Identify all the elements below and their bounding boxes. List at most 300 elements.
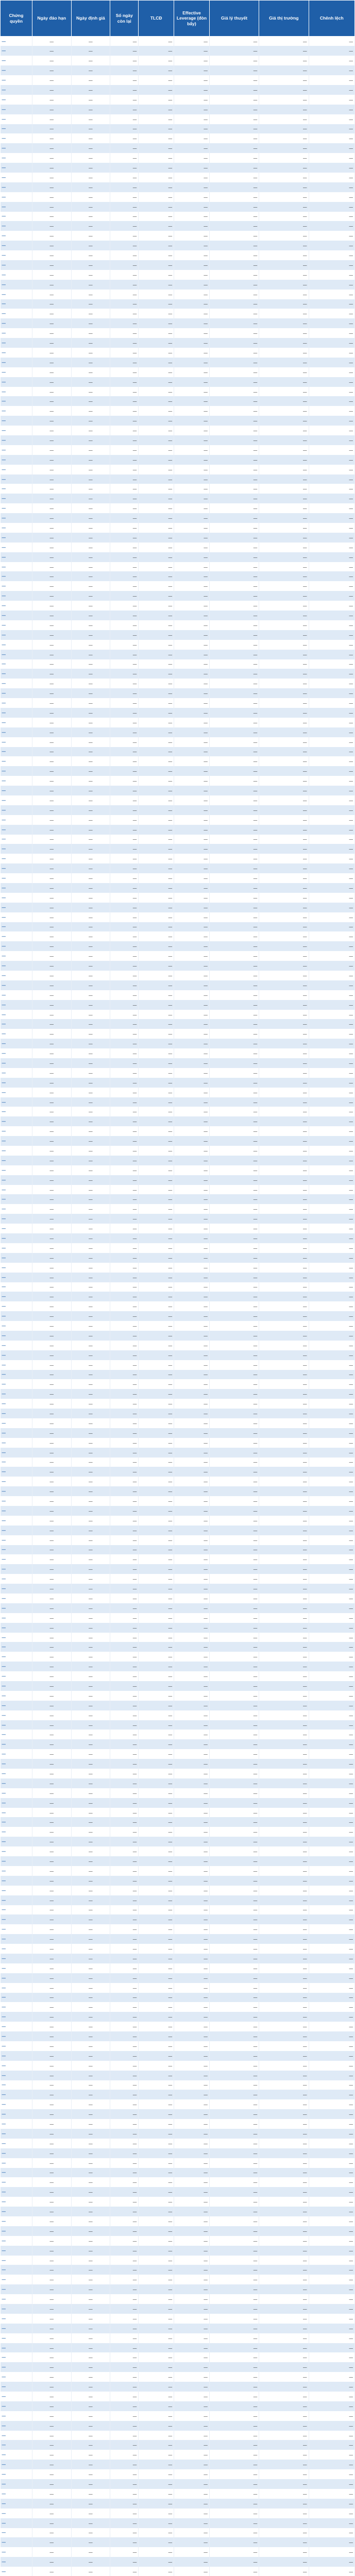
table-cell: — [110, 2440, 139, 2450]
table-row [1, 971, 355, 980]
table-cell: — [209, 2499, 259, 2509]
table-cell: — [259, 1048, 309, 1058]
table-cell: — [110, 1078, 139, 1088]
table-cell: — [110, 2284, 139, 2294]
table-row [1, 1574, 355, 1584]
table-cell: — [174, 1886, 210, 1895]
table-cell: — [174, 1749, 210, 1759]
table-cell: — [209, 1214, 259, 1224]
table-cell: — [110, 95, 139, 105]
table-cell: — [71, 650, 110, 659]
table-cell: — [110, 348, 139, 358]
table-cell: — [209, 143, 259, 153]
table-row [1, 270, 355, 280]
table-cell: — [139, 1467, 174, 1477]
table-cell: — [209, 1701, 259, 1710]
table-row [1, 835, 355, 844]
table-cell: — [1, 1438, 32, 1448]
table-cell: — [71, 1808, 110, 1818]
table-cell: — [71, 406, 110, 416]
table-cell: — [110, 1116, 139, 1126]
table-cell: — [309, 1934, 355, 1944]
table-cell: — [259, 620, 309, 630]
table-cell: — [139, 212, 174, 222]
table-row [1, 1564, 355, 1574]
table-cell: — [259, 2324, 309, 2333]
table-cell: — [209, 1535, 259, 1545]
table-cell: — [1, 455, 32, 465]
table-cell: — [259, 980, 309, 990]
table-cell: — [174, 980, 210, 990]
table-cell: — [174, 2372, 210, 2382]
table-cell: — [32, 2333, 71, 2343]
table-cell: — [209, 747, 259, 757]
table-cell: — [259, 1856, 309, 1866]
table-cell: — [1, 1048, 32, 1058]
table-cell: — [71, 961, 110, 971]
table-cell: — [209, 1311, 259, 1321]
table-cell: — [209, 1341, 259, 1350]
table-cell: — [209, 2148, 259, 2158]
table-cell: — [174, 182, 210, 192]
table-row [1, 1165, 355, 1175]
table-cell: — [209, 1603, 259, 1613]
table-cell: — [259, 698, 309, 708]
table-cell: — [110, 143, 139, 153]
table-cell: — [1, 1886, 32, 1895]
table-cell: — [139, 2168, 174, 2178]
table-cell: — [209, 815, 259, 825]
table-row [1, 1739, 355, 1749]
table-cell: — [32, 1506, 71, 1516]
table-cell: — [209, 1019, 259, 1029]
table-cell: — [174, 1584, 210, 1594]
table-cell: — [1, 95, 32, 105]
table-cell: — [139, 1983, 174, 1993]
table-cell: — [209, 1720, 259, 1730]
table-cell: — [139, 1545, 174, 1555]
table-cell: — [71, 1010, 110, 1020]
table-row [1, 2469, 355, 2479]
table-cell: — [209, 270, 259, 280]
table-cell: — [309, 1808, 355, 1818]
table-cell: — [1, 445, 32, 455]
table-cell: — [1, 1642, 32, 1652]
table-cell: — [259, 863, 309, 873]
table-cell: — [309, 1107, 355, 1116]
table-cell: — [309, 533, 355, 543]
table-cell: — [139, 2460, 174, 2469]
table-cell: — [309, 2392, 355, 2401]
table-cell: — [110, 2469, 139, 2479]
table-cell: — [71, 2119, 110, 2129]
table-cell: — [174, 1088, 210, 1097]
table-cell: — [110, 1749, 139, 1759]
table-cell: — [1, 708, 32, 718]
table-cell: — [1, 2216, 32, 2226]
table-cell: — [309, 1914, 355, 1924]
table-cell: — [139, 1691, 174, 1701]
table-cell: — [139, 2352, 174, 2362]
table-cell: — [209, 1097, 259, 1107]
table-cell: — [32, 1107, 71, 1116]
table-cell: — [32, 931, 71, 941]
table-cell: — [1, 620, 32, 630]
table-cell: — [71, 75, 110, 85]
table-cell: — [71, 105, 110, 114]
table-cell: — [209, 698, 259, 708]
table-cell: — [71, 2284, 110, 2294]
table-cell: — [1, 1126, 32, 1136]
table-cell: — [139, 1876, 174, 1886]
table-cell: — [32, 1273, 71, 1282]
table-cell: — [1, 747, 32, 757]
table-cell: — [209, 1146, 259, 1156]
table-cell: — [309, 1233, 355, 1243]
table-cell: — [309, 815, 355, 825]
table-cell: — [174, 1321, 210, 1331]
table-cell: — [139, 202, 174, 212]
table-cell: — [71, 299, 110, 309]
table-cell: — [1, 85, 32, 95]
table-cell: — [174, 37, 210, 46]
table-header [1, 1, 355, 37]
table-cell: — [32, 2041, 71, 2051]
table-cell: — [110, 1652, 139, 1662]
table-cell: — [259, 1107, 309, 1116]
table-cell: — [71, 1545, 110, 1555]
table-cell: — [1, 1623, 32, 1633]
table-cell: — [71, 2547, 110, 2557]
table-cell: — [259, 1681, 309, 1691]
table-cell: — [1, 1730, 32, 1739]
table-cell: — [32, 1292, 71, 1301]
table-cell: — [110, 2002, 139, 2012]
table-cell: — [259, 1652, 309, 1662]
table-cell: — [174, 1379, 210, 1389]
table-cell: — [309, 75, 355, 85]
table-cell: — [71, 1739, 110, 1749]
table-cell: — [110, 844, 139, 854]
table-cell: — [174, 348, 210, 358]
table-cell: — [110, 2547, 139, 2557]
table-cell: — [1, 2051, 32, 2061]
table-cell: — [139, 1633, 174, 1642]
table-row [1, 124, 355, 134]
table-cell: — [259, 1739, 309, 1749]
table-cell: — [110, 1263, 139, 1273]
table-cell: — [209, 1185, 259, 1195]
table-cell: — [110, 1331, 139, 1341]
table-cell: — [139, 1428, 174, 1438]
table-cell: — [139, 1837, 174, 1846]
table-cell: — [174, 474, 210, 484]
table-cell: — [71, 2099, 110, 2109]
table-cell: — [259, 85, 309, 95]
table-cell: — [209, 328, 259, 338]
table-cell: — [71, 1594, 110, 1603]
table-cell: — [139, 2421, 174, 2431]
table-cell: — [309, 990, 355, 1000]
table-cell: — [209, 1350, 259, 1360]
table-cell: — [1, 795, 32, 805]
table-cell: — [71, 1633, 110, 1642]
table-cell: — [209, 2265, 259, 2275]
table-cell: — [174, 873, 210, 883]
table-cell: — [110, 426, 139, 435]
table-cell: — [139, 1506, 174, 1516]
table-cell: — [139, 2246, 174, 2256]
table-cell: — [139, 679, 174, 688]
table-cell: — [110, 1671, 139, 1681]
table-cell: — [259, 1817, 309, 1827]
table-cell: — [110, 1097, 139, 1107]
table-cell: — [259, 893, 309, 903]
table-cell: — [110, 766, 139, 776]
table-cell: — [1, 1526, 32, 1535]
table-cell: — [71, 1535, 110, 1545]
table-cell: — [209, 2012, 259, 2022]
table-cell: — [259, 2246, 309, 2256]
table-cell: — [1, 406, 32, 416]
table-cell: — [174, 1019, 210, 1029]
table-cell: — [139, 1671, 174, 1681]
table-cell: — [259, 1341, 309, 1350]
table-cell: — [71, 708, 110, 718]
table-cell: — [110, 1886, 139, 1895]
table-cell: — [32, 309, 71, 318]
table-cell: — [209, 1574, 259, 1584]
table-row [1, 708, 355, 718]
table-cell: — [259, 2022, 309, 2031]
table-cell: — [1, 2294, 32, 2304]
table-cell: — [174, 2051, 210, 2061]
table-row [1, 863, 355, 873]
table-cell: — [110, 1827, 139, 1837]
table-row [1, 182, 355, 192]
table-cell: — [71, 1642, 110, 1652]
table-cell: — [1, 1282, 32, 1292]
table-cell: — [110, 2518, 139, 2528]
table-cell: — [32, 805, 71, 815]
table-cell: — [71, 367, 110, 377]
table-cell: — [209, 2304, 259, 2314]
table-cell: — [32, 2109, 71, 2119]
table-cell: — [259, 786, 309, 795]
table-cell: — [309, 338, 355, 348]
table-cell: — [309, 1185, 355, 1195]
table-cell: — [259, 1233, 309, 1243]
table-cell: — [32, 182, 71, 192]
table-cell: — [174, 1301, 210, 1311]
table-cell: — [209, 299, 259, 309]
table-cell: — [1, 562, 32, 572]
table-row [1, 1817, 355, 1827]
table-row [1, 1905, 355, 1915]
table-cell: — [139, 270, 174, 280]
table-cell: — [71, 922, 110, 932]
table-cell: — [174, 465, 210, 474]
table-cell: — [139, 533, 174, 543]
table-cell: — [71, 873, 110, 883]
table-cell: — [209, 1058, 259, 1068]
table-cell: — [32, 2158, 71, 2168]
table-cell: — [110, 679, 139, 688]
table-cell: — [174, 1341, 210, 1350]
table-cell: — [110, 2528, 139, 2538]
table-cell: — [71, 338, 110, 348]
table-cell: — [110, 931, 139, 941]
table-cell: — [71, 377, 110, 387]
table-cell: — [71, 212, 110, 222]
table-cell: — [209, 679, 259, 688]
table-row [1, 1720, 355, 1730]
table-cell: — [309, 1983, 355, 1993]
table-cell: — [174, 1418, 210, 1428]
table-cell: — [71, 2246, 110, 2256]
table-cell: — [71, 56, 110, 65]
table-cell: — [1, 2431, 32, 2441]
table-row [1, 1409, 355, 1418]
table-cell: — [110, 1301, 139, 1311]
table-cell: — [110, 1350, 139, 1360]
table-cell: — [209, 387, 259, 397]
table-row [1, 250, 355, 260]
table-cell: — [309, 192, 355, 202]
table-cell: — [139, 280, 174, 290]
table-cell: — [1, 2557, 32, 2567]
table-cell: — [309, 2031, 355, 2041]
table-cell: — [32, 786, 71, 795]
table-cell: — [139, 1448, 174, 1458]
table-cell: — [32, 338, 71, 348]
table-cell: — [309, 182, 355, 192]
table-cell: — [209, 2450, 259, 2460]
table-cell: — [209, 2537, 259, 2547]
table-cell: — [309, 854, 355, 863]
table-cell: — [1, 2440, 32, 2450]
table-cell: — [1, 426, 32, 435]
table-cell: — [174, 1467, 210, 1477]
table-cell: — [71, 591, 110, 601]
table-cell: — [174, 1769, 210, 1778]
table-cell: — [209, 2002, 259, 2012]
table-cell: — [1, 941, 32, 951]
table-cell: — [259, 727, 309, 737]
table-cell: — [174, 961, 210, 971]
table-cell: — [32, 1204, 71, 1214]
table-cell: — [259, 1058, 309, 1068]
table-cell: — [259, 2333, 309, 2343]
table-cell: — [1, 348, 32, 358]
table-cell: — [174, 1613, 210, 1623]
table-cell: — [309, 1477, 355, 1486]
table-cell: — [209, 202, 259, 212]
table-cell: — [174, 1856, 210, 1866]
table-cell: — [32, 2392, 71, 2401]
table-cell: — [1, 2518, 32, 2528]
table-cell: — [174, 835, 210, 844]
table-cell: — [32, 1808, 71, 1818]
table-cell: — [139, 630, 174, 640]
table-row [1, 2099, 355, 2109]
table-cell: — [139, 1652, 174, 1662]
table-cell: — [309, 2479, 355, 2489]
table-cell: — [71, 455, 110, 465]
table-row [1, 1224, 355, 1233]
table-cell: — [174, 2333, 210, 2343]
table-cell: — [71, 805, 110, 815]
table-cell: — [32, 2499, 71, 2509]
table-cell: — [139, 1730, 174, 1739]
table-cell: — [139, 1574, 174, 1584]
table-cell: — [32, 688, 71, 698]
table-cell: — [259, 951, 309, 961]
table-cell: — [174, 2022, 210, 2031]
table-cell: — [71, 844, 110, 854]
table-cell: — [309, 1554, 355, 1564]
table-cell: — [110, 2372, 139, 2382]
table-cell: — [32, 503, 71, 513]
table-cell: — [110, 1594, 139, 1603]
table-cell: — [32, 260, 71, 270]
table-cell: — [71, 241, 110, 250]
table-cell: — [309, 873, 355, 883]
table-cell: — [1, 2129, 32, 2139]
table-row [1, 737, 355, 747]
table-cell: — [1, 1486, 32, 1496]
table-cell: — [110, 883, 139, 893]
table-cell: — [1, 1895, 32, 1905]
table-cell: — [110, 2275, 139, 2284]
table-cell: — [174, 387, 210, 397]
table-row [1, 1496, 355, 1506]
table-cell: — [110, 523, 139, 533]
table-cell: — [139, 358, 174, 367]
table-cell: — [309, 1564, 355, 1574]
table-row [1, 1243, 355, 1253]
table-cell: — [71, 543, 110, 552]
table-cell: — [32, 1574, 71, 1584]
table-cell: — [139, 1341, 174, 1350]
table-cell: — [1, 1846, 32, 1856]
table-cell: — [71, 1253, 110, 1263]
table-cell: — [259, 2031, 309, 2041]
table-cell: — [32, 795, 71, 805]
table-cell: — [71, 1671, 110, 1681]
table-row [1, 2207, 355, 2216]
table-cell: — [309, 1389, 355, 1399]
table-cell: — [174, 1448, 210, 1458]
table-cell: — [32, 124, 71, 134]
table-cell: — [110, 1399, 139, 1409]
table-cell: — [174, 1691, 210, 1701]
table-cell: — [1, 2275, 32, 2284]
table-row [1, 1691, 355, 1701]
table-row [1, 1769, 355, 1778]
table-cell: — [32, 348, 71, 358]
table-cell: — [139, 2002, 174, 2012]
table-cell: — [139, 2509, 174, 2518]
table-cell: — [71, 2226, 110, 2236]
table-cell: — [139, 2187, 174, 2197]
table-cell: — [139, 1846, 174, 1856]
table-cell: — [259, 270, 309, 280]
header-cell: Chứng quyền [1, 1, 32, 37]
table-cell: — [139, 1321, 174, 1331]
table-cell: — [1, 1350, 32, 1360]
table-cell: — [139, 1954, 174, 1963]
